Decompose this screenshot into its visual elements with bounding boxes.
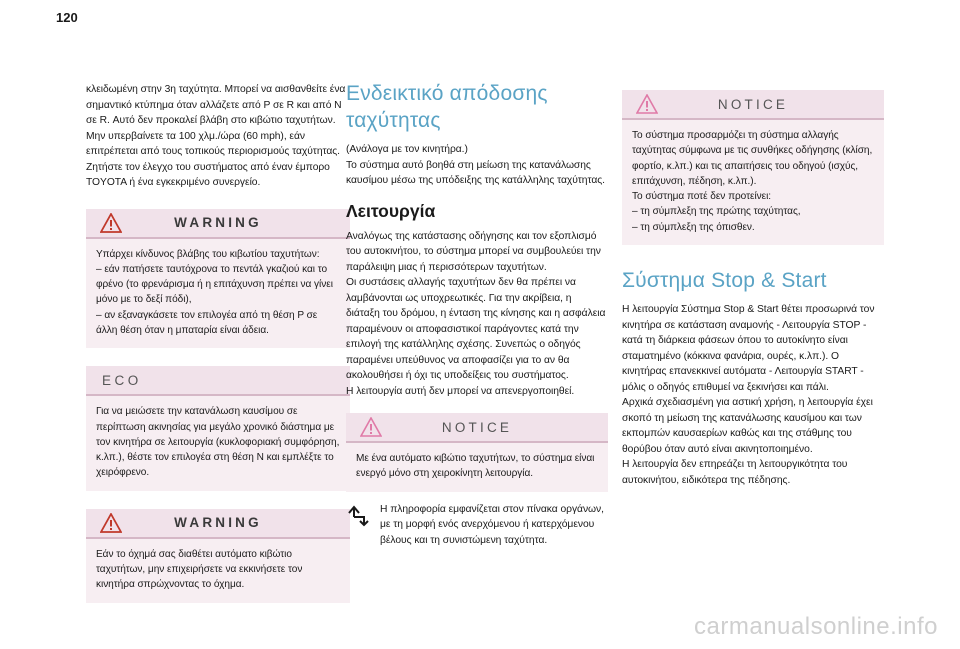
notice-title: NOTICE — [441, 419, 513, 435]
notice-header — [622, 90, 884, 118]
gear-indicator-intro: (Ανάλογα με τον κινητήρα.) Το σύστημα αυτό βοηθά στη μείωση της κατανάλωσης καυσίμου μέσω της υπόδειξης της κατάλληλης ταχύτητας. — [346, 144, 605, 186]
eco-header — [86, 366, 350, 394]
stop-start-text: Η λειτουργία Σύστημα Stop & Start θέτει προσωρινά τον κινητήρα σε κατάσταση αναμονής - Λειτουργία STOP - κατά τη διάρκεια φάσεων όπου το αυτοκίνητο είναι σταματημένο (κόκκινα φανάρια, ουρές, κ.λπ.). Ο κινητήρας επανεκκινεί αυτόματα - Λειτουργία START - μόλις ο οδηγός επιθυμεί να ξεκινήσει και πάλι. Αρχικά σχεδιασμένη για αστική χρήση, η λειτουργία έχει σκοπό τη μείωση της κατανάλωσης καυσίμου και των εκπομπών καυσαερίων καθώς και της στάθμης του θορύβου όταν αυτό είναι ακινητοποιημένο. Η λειτουργία δεν επηρεάζει τη λειτουργικότητα του αυτοκινήτου, ειδικότερα της πέδησης. — [622, 304, 875, 486]
notice-triangle-icon — [360, 417, 382, 437]
section-heading-stop-start: Σύστημα Stop & Start — [622, 269, 827, 293]
gear-shift-arrow-icon — [346, 504, 372, 528]
warning-header — [86, 209, 350, 237]
warning-header — [86, 509, 350, 537]
notice-body — [622, 118, 884, 245]
notice-text: Με ένα αυτόματο κιβώτιο ταχυτήτων, το σύστημα είναι ενεργό μόνο στη χειροκίνητη λειτουργία. — [356, 453, 595, 480]
warning-title: WARNING — [174, 215, 262, 230]
warning-box-1 — [86, 209, 350, 349]
column-middle — [346, 80, 608, 548]
notice-body — [346, 441, 608, 492]
eco-body — [86, 394, 350, 490]
eco-text: Για να μειώσετε την κατανάλωση καυσίμου σε περίπτωση ακινησίας για μεγάλο χρονικό διάστημα με τον κινητήρα σε λειτουργία (κυκλοφοριακή συμφόρηση, κ.λπ.), θέστε τον επιλογέα στη θέση N και εμπλέξτε το χειρόφρενο. — [96, 406, 340, 479]
notice-header — [346, 413, 608, 441]
notice-text: Το σύστημα προσαρμόζει τη σύστημα αλλαγής ταχύτητας σύμφωνα με τις συνθήκες οδήγησης (κλίση, φορτίο, κ.λπ.) και τις απαιτήσεις του οδηγού (ισχύς, επιτάχυνση, πέδηση, κ.λπ.). Το σύστημα ποτέ δεν προτείνει: – τη σύμπλεξη της πρώτης ταχύτητας, – τη σύμπλεξη της όπισθεν. — [632, 130, 873, 233]
warning-triangle-icon — [100, 213, 122, 233]
notice-box-right — [622, 90, 884, 245]
column-right — [622, 90, 884, 488]
column-left — [86, 82, 350, 621]
warning-text: Υπάρχει κίνδυνος βλάβης του κιβωτίου ταχυτήτων: – εάν πατήσετε ταυτόχρονα το πεντάλ γκαζιού και το φρένο (το φρενάρισμα ή η επιτάχυνση πρέπει να γίνει μόνο με το δεξί πόδι), – αν εξαναγκάσετε τον επιλογέα από τη θέση P σε άλλη θέση όταν η μπαταρία είναι άδεια. — [96, 248, 333, 336]
warning-triangle-icon — [100, 513, 122, 533]
notice-triangle-icon — [636, 94, 658, 114]
watermark: carmanualsonline.info — [694, 613, 938, 640]
arrow-info-text: Η πληροφορία εμφανίζεται στον πίνακα οργάνων, με τη μορφή ενός ανερχόμενου ή κατερχόμενου βέλους και τη συνιστώμενη ταχύτητα. — [380, 503, 604, 546]
notice-title: NOTICE — [717, 96, 789, 112]
warning-body — [86, 237, 350, 349]
warning-body — [86, 537, 350, 603]
intro-text: κλειδωμένη στην 3η ταχύτητα. Μπορεί να αισθανθείτε ένα σημαντικό κτύπημα όταν αλλάζετε από P σε R και από N σε R. Αυτό δεν προκαλεί βλάβη στο κιβώτιο ταχυτήτων. Μην υπερβαίνετε τα 100 χλμ./ώρα (60 mph), εάν επιτρέπεται από τους τοπικούς περιορισμούς ταχύτητας. Ζητήστε τον έλεγχο του συστήματος από έναν έμπορο TOYOTA ή ένα εγκεκριμένο συνεργείο. — [86, 84, 346, 188]
subheading-operation: Λειτουργία — [346, 200, 436, 221]
gear-arrow-info — [346, 502, 608, 549]
page-number: 120 — [56, 10, 78, 25]
eco-title: ECO — [102, 372, 142, 388]
section-heading-gear-indicator: Ενδεικτικό απόδοσης ταχύτητας — [346, 82, 548, 132]
warning-text: Εάν το όχημά σας διαθέτει αυτόματο κιβώτιο ταχυτήτων, μην επιχειρήσετε να εκκινήσετε τον κινητήρα σπρώχνοντας το όχημα. — [96, 548, 303, 591]
notice-box-middle — [346, 413, 608, 492]
eco-box — [86, 366, 350, 490]
warning-box-2 — [86, 509, 350, 603]
warning-title: WARNING — [174, 515, 262, 531]
operation-text: Αναλόγως της κατάστασης οδήγησης και τον εξοπλισμό του αυτοκινήτου, το σύστημα μπορεί να συμβουλεύει την παράλειψη μιας ή περισσότερων ταχυτήτων. Οι συστάσεις αλλαγής ταχυτήτων δεν θα πρέπει να λαμβάνονται ως υποχρεωτικές. Για την ακρίβεια, η διάταξη του δρόμου, η ένταση της κίνησης και η ασφάλεια παραμένουν οι αποφασιστικοί παράγοντες κατά την επιλογή της κατάλληλης σχέσης. Συνεπώς ο οδηγός παραμένει υπεύθυνος να αποφασίζει για το αν θα ακολουθήσει ή όχι τις υποδείξεις του συστήματος. Η λειτουργία αυτή δεν μπορεί να απενεργοποιηθεί. — [346, 230, 606, 397]
